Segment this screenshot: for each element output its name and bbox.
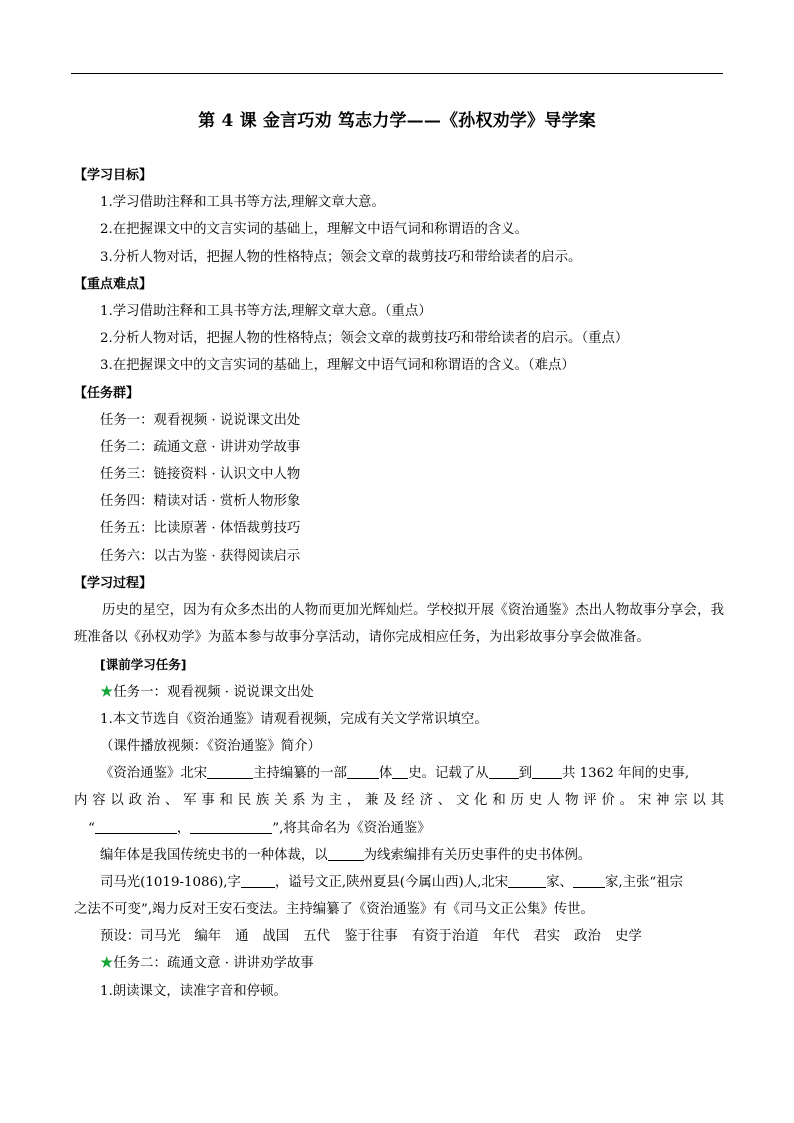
fill-text: “ [88, 820, 95, 836]
star-icon: ★ [100, 684, 114, 700]
task2-heading [74, 950, 724, 977]
header-rule [71, 73, 723, 74]
star-icon: ★ [100, 956, 114, 972]
task-item: 任务二：疏通文意 · 讲讲劝学故事 [100, 439, 301, 455]
fill-text: 家,主张“祖宗 [604, 874, 684, 890]
fill-blank[interactable] [392, 764, 408, 779]
fill-blank[interactable] [95, 819, 177, 834]
preset-item: 通 [235, 929, 249, 945]
task-item: 任务三：链接资料 · 认识文中人物 [100, 467, 301, 483]
task1-title: 任务一：观看视频 · 说说课文出处 [113, 684, 314, 700]
preset-item: 政治 [574, 929, 601, 945]
fill-text: ”,将其命名为《资治通鉴》 [272, 820, 431, 836]
task2-question: 1.朗读课文，读准字音和停顿。 [100, 983, 287, 999]
key-item: 2.分析人物对话，把握人物的性格特点；领会文章的裁剪技巧和带给读者的启示。（重点） [100, 331, 629, 347]
fill-line-2: 内容以政治、军事和民族关系为主，兼及经济、文化和历史人物评价。宋神宗以其 [74, 793, 724, 809]
fill-blank[interactable] [489, 764, 519, 779]
task-item: 任务四：精读对话 · 赏析人物形象 [100, 494, 301, 510]
preset-item: 鉴于往事 [344, 929, 398, 945]
fill-blank[interactable] [207, 764, 253, 779]
fill-text: 为线索编排有关历史事件的史书体例。 [363, 847, 592, 863]
task1-note: （课件播放视频：《资治通鉴》简介） [100, 738, 321, 754]
preset-item: 五代 [303, 929, 331, 945]
preset-item: 有资于治道 [411, 929, 479, 945]
key-item: 3.在把握课文中的文言实词的基础上，理解文中语气词和称谓语的含义。（难点） [100, 358, 575, 374]
section-heading-goals: 【学习目标】 [74, 168, 153, 183]
fill-blank[interactable] [508, 873, 546, 888]
document-body [74, 162, 724, 1005]
preset-item: 君实 [533, 929, 561, 945]
section-heading-process: 【学习过程】 [74, 575, 153, 591]
fill-blank[interactable] [532, 764, 562, 779]
section-heading-key: 【重点难点】 [74, 276, 153, 292]
fill-text: 编年体是我国传统史书的一种体裁，以 [100, 847, 328, 863]
task2-title: 任务二：疏通文意 · 讲讲劝学故事 [113, 956, 314, 972]
page-title: 第 4 课 金言巧劝 笃志力学——《孙权劝学》导学案 [198, 111, 596, 131]
section-heading-tasks: 【任务群】 [74, 385, 140, 401]
fill-line-1 [74, 760, 724, 787]
fill-text: ，谥号文正,陕州夏县(今属山西)人,北宋 [274, 874, 509, 890]
fill-text: 史。记载了从 [408, 766, 489, 782]
preset-item: 司马光 [140, 929, 181, 945]
task1-question: 1.本文节选自《资治通鉴》请观看视频，完成有关文学常识填空。 [100, 711, 488, 727]
goal-item: 1.学习借助注释和工具书等方法,理解文章大意。 [100, 195, 385, 211]
preset-item: 编年 [194, 929, 222, 945]
pre-task-heading: [课前学习任务] [100, 657, 187, 673]
fill-text: 《资治通鉴》北宋 [100, 766, 208, 782]
fill-text: ， [176, 820, 191, 836]
key-item: 1.学习借助注释和工具书等方法,理解文章大意。（重点） [100, 303, 432, 319]
fill-line-3 [74, 815, 724, 842]
fill-blank[interactable] [328, 846, 364, 861]
fill-text: 体 [378, 766, 393, 782]
preset-item: 年代 [492, 929, 520, 945]
fill-blank[interactable] [190, 819, 272, 834]
fill-blank[interactable] [241, 873, 275, 888]
task-item: 任务六：以古为鉴 · 获得阅读启示 [100, 548, 301, 564]
fill-line-6: 之法不可变”,竭力反对王安石变法。主持编纂了《资治通鉴》有《司马文正公集》传世。 [74, 902, 594, 918]
preset-item: 战国 [262, 929, 290, 945]
fill-text: 家、 [546, 874, 573, 890]
preset-label: 预设： [100, 929, 141, 945]
preset-answers [74, 923, 724, 950]
fill-line-4 [74, 842, 724, 869]
fill-text: 主持编纂的一部 [253, 766, 347, 782]
task-item: 任务一：观看视频 · 说说课文出处 [100, 412, 301, 428]
fill-text: 到 [518, 766, 532, 782]
fill-text: 共 1362 年间的史事, [561, 766, 690, 782]
task-item: 任务五：比读原著 · 体悟裁剪技巧 [100, 521, 301, 537]
goal-item: 2.在把握课文中的文言实词的基础上，理解文中语气词和称谓语的含义。 [100, 222, 528, 238]
fill-blank[interactable] [347, 764, 379, 779]
fill-text: 司马光(1019-1086),字 [100, 874, 241, 890]
task1-heading [74, 679, 724, 706]
intro-paragraph: 历史的星空，因为有众多杰出的人物而更加光辉灿烂。学校拟开展《资治通鉴》杰出人物故事分享会，我班准备以《孙权劝学》为蓝本参与故事分享活动，请你完成相应任务，为出彩故事分享会做准备。 [74, 603, 724, 646]
goal-item: 3.分析人物对话，把握人物的性格特点；领会文章的裁剪技巧和带给读者的启示。 [100, 249, 582, 265]
fill-line-5 [74, 869, 724, 896]
preset-item: 史学 [614, 929, 642, 945]
fill-blank[interactable] [573, 873, 605, 888]
